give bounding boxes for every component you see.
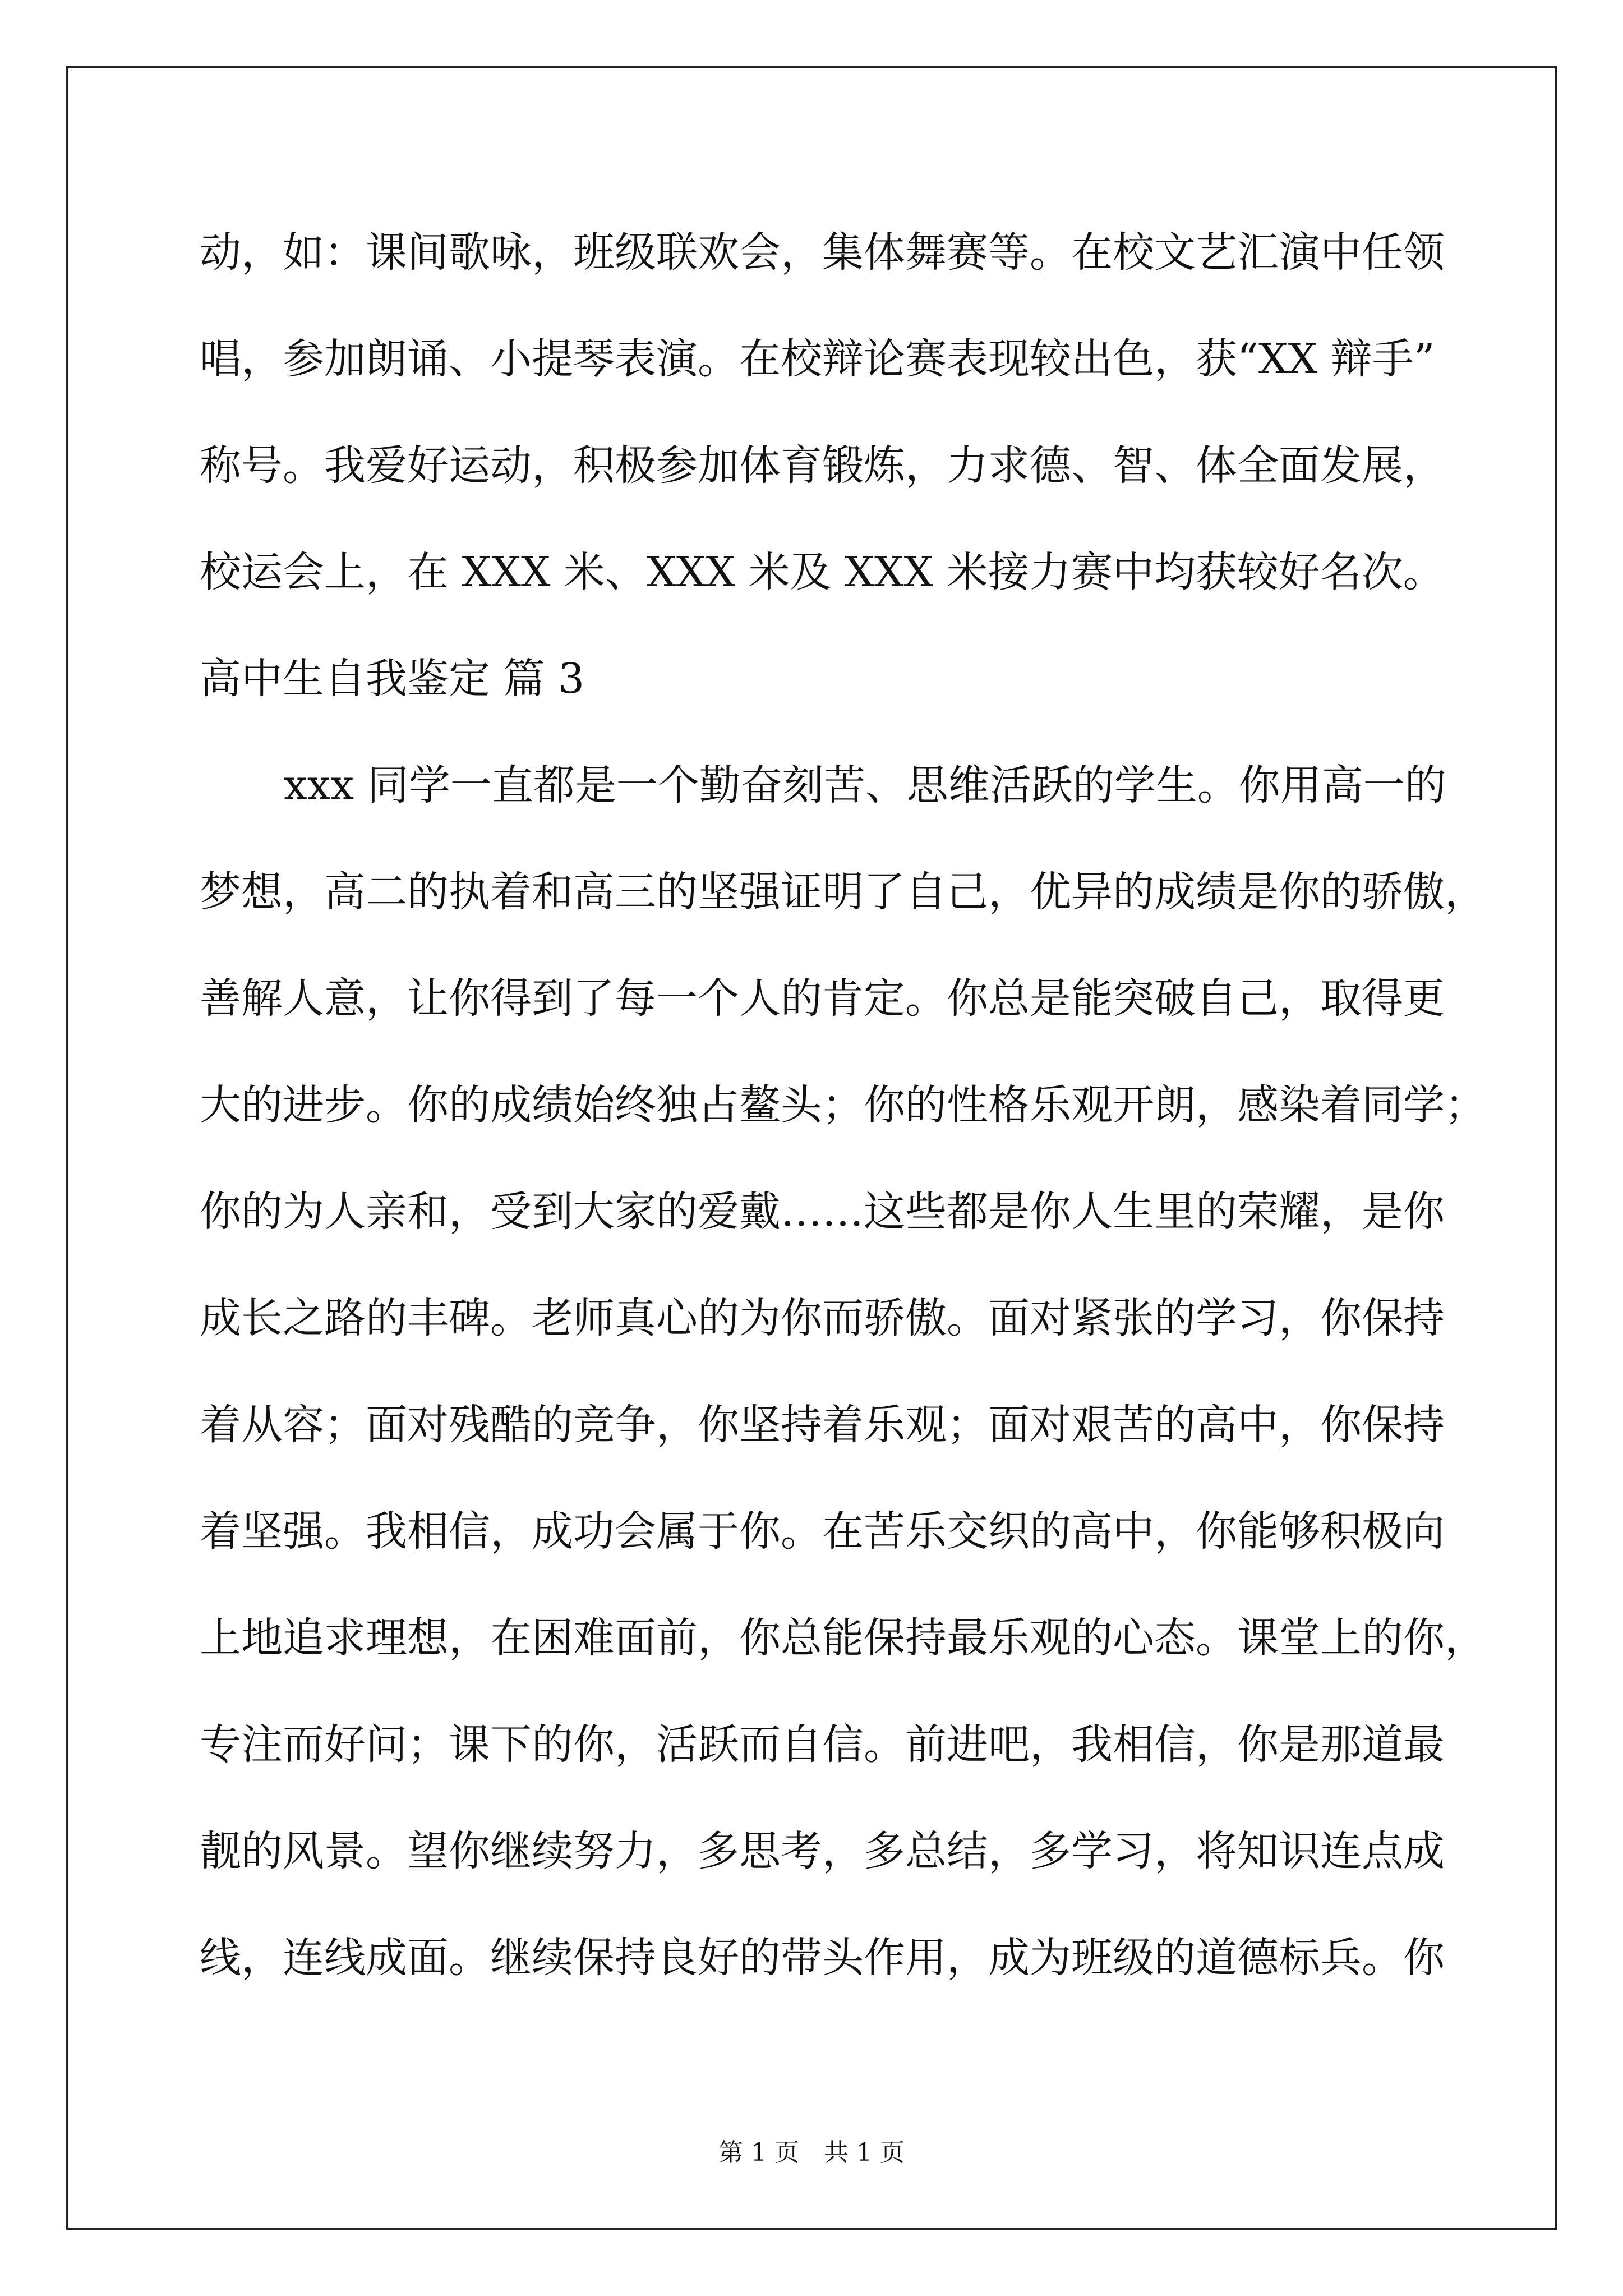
- body-line: 线，连线成面。继续保持良好的带头作用，成为班级的道德标兵。你: [200, 1934, 1445, 1982]
- body-line: 靓的风景。望你继续努力，多思考，多总结，多学习，将知识连点成: [200, 1827, 1445, 1875]
- body-line: 成长之路的丰碑。老师真心的为你而骄傲。面对紧张的学习，你保持: [200, 1294, 1445, 1342]
- body-line: 上地追求理想，在困难面前，你总能保持最乐观的心态。课堂上的你，: [200, 1614, 1486, 1662]
- body-line: 大的进步。你的成绩始终独占鳌头；你的性格乐观开朗，感染着同学；: [200, 1081, 1486, 1129]
- body-line: 校运会上，在 XXX 米、XXX 米及 XXX 米接力赛中均获较好名次。: [200, 548, 1445, 596]
- body-line: 称号。我爱好运动，积极参加体育锻炼，力求德、智、体全面发展，: [200, 441, 1445, 490]
- body-line: 动，如：课间歌咏，班级联欢会，集体舞赛等。在校文艺汇演中任领: [200, 228, 1445, 277]
- body-line: 唱，参加朗诵、小提琴表演。在校辩论赛表现较出色，获“XX 辩手”: [200, 335, 1435, 383]
- page-number: 第 1 页: [718, 2138, 799, 2167]
- page-total: 共 1 页: [824, 2138, 905, 2167]
- section-heading: 高中生自我鉴定 篇 3: [200, 655, 585, 703]
- body-line: 梦想，高二的执着和高三的坚强证明了自己，优异的成绩是你的骄傲，: [200, 868, 1486, 916]
- body-line: 专注而好问；课下的你，活跃而自信。前进吧，我相信，你是那道最: [200, 1720, 1445, 1769]
- body-line: 着坚强。我相信，成功会属于你。在苦乐交织的高中，你能够积极向: [200, 1507, 1445, 1556]
- body-line: xxx 同学一直都是一个勤奋刻苦、思维活跃的学生。你用高一的: [284, 761, 1446, 809]
- body-line: 善解人意，让你得到了每一个人的肯定。你总是能突破自己，取得更: [200, 974, 1445, 1023]
- page-border: [66, 66, 1557, 2230]
- page-footer: [0, 2136, 1623, 2170]
- body-line: 你的为人亲和，受到大家的爱戴……这些都是你人生里的荣耀，是你: [200, 1188, 1445, 1236]
- body-line: 着从容；面对残酷的竞争，你坚持着乐观；面对艰苦的高中，你保持: [200, 1401, 1445, 1449]
